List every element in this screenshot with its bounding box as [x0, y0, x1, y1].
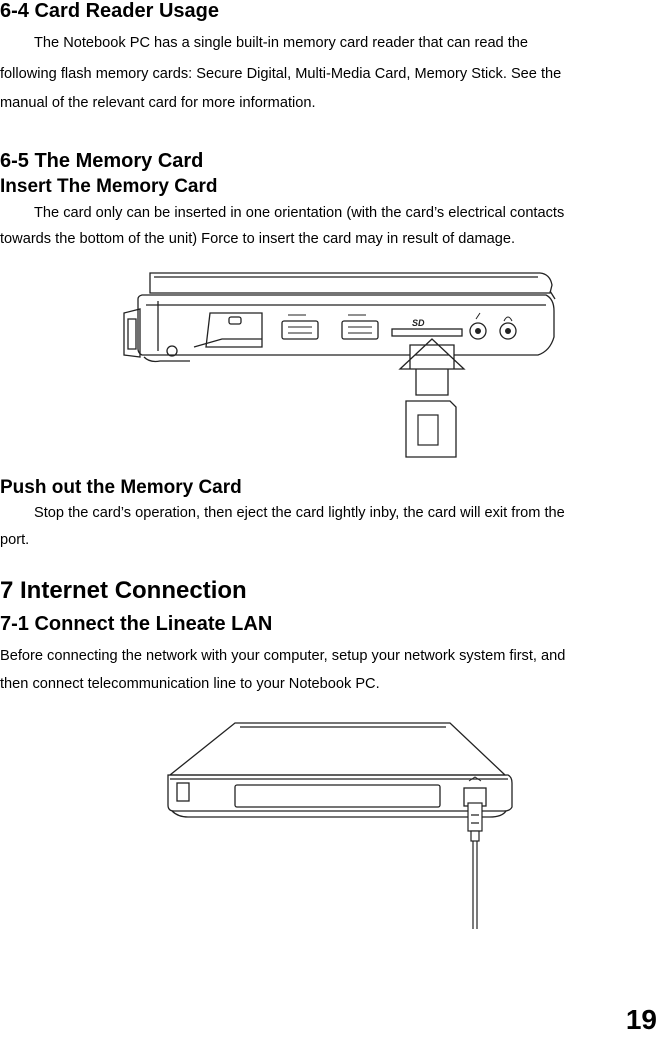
- heading-push-out-memory-card: Push out the Memory Card: [0, 477, 242, 498]
- heading-internet-connection: 7 Internet Connection: [0, 577, 247, 604]
- lan-paragraph-line-1: Before connecting the network with your computer, setup your network system first, and: [0, 648, 566, 664]
- insert-arrow-icon: [400, 339, 464, 395]
- sd-slot-label: SD: [412, 318, 425, 328]
- heading-card-reader-usage: 6-4 Card Reader Usage: [0, 0, 219, 22]
- insert-paragraph-line-1: The card only can be inserted in one orientation (with the card’s electrical contacts: [34, 205, 565, 221]
- page-number: 19: [625, 1004, 657, 1035]
- heading-insert-memory-card: Insert The Memory Card: [0, 176, 218, 197]
- notebook-lan-figure: [160, 715, 520, 935]
- push-out-paragraph-line-1: Stop the card’s operation, then eject the card lightly inby, the card will exit from the: [34, 505, 565, 521]
- heading-connect-lineate-lan: 7-1 Connect the Lineate LAN: [0, 613, 273, 635]
- memory-card-icon: [406, 401, 456, 457]
- card-reader-paragraph-line-1: The Notebook PC has a single built-in memory card reader that can read the: [34, 35, 529, 51]
- card-reader-paragraph-line-2: following flash memory cards: Secure Digital, Multi-Media Card, Memory Stick. See the: [0, 66, 562, 82]
- heading-memory-card: 6-5 The Memory Card: [0, 150, 204, 172]
- push-out-paragraph-line-2: port.: [0, 532, 30, 548]
- card-reader-paragraph-line-3: manual of the relevant card for more information.: [0, 95, 316, 111]
- lan-cable-icon: [468, 803, 482, 929]
- insert-paragraph-line-2: towards the bottom of the unit) Force to insert the card may in result of damage.: [0, 231, 516, 247]
- notebook-side-view-figure: [110, 265, 560, 460]
- lan-paragraph-line-2: then connect telecommunication line to your Notebook PC.: [0, 676, 380, 692]
